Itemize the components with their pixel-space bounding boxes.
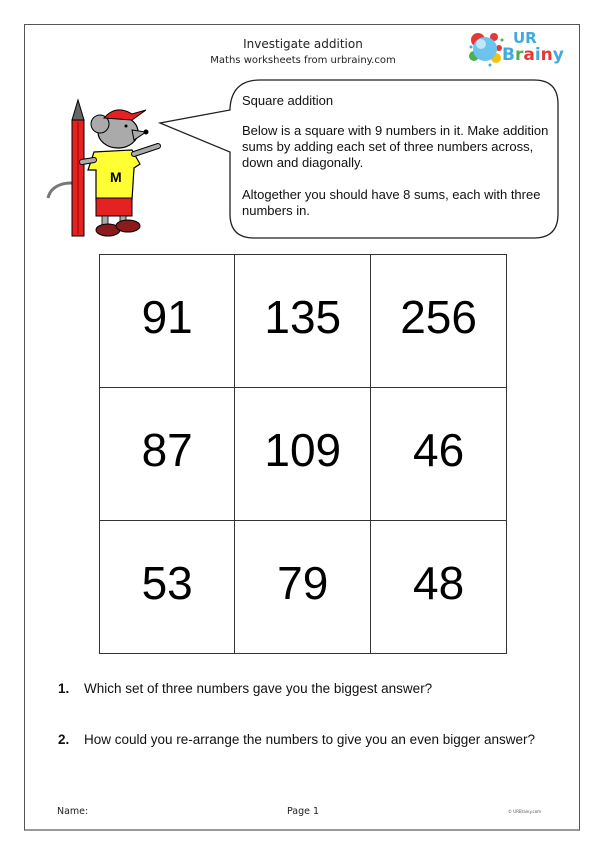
bubble-instructions: Below is a square with 9 numbers in it. Make addition sums by adding each set of three numbers across, down and diagonally. bbox=[242, 123, 549, 170]
copyright: © URBrainy.com bbox=[508, 809, 542, 814]
speech-bubble bbox=[242, 93, 552, 235]
page-title: Investigate addition bbox=[243, 37, 363, 51]
grid-cell: 256 bbox=[371, 255, 507, 388]
grid-cell: 48 bbox=[371, 521, 507, 654]
question-1: 1. Which set of three numbers gave you the biggest answer? bbox=[58, 681, 433, 696]
grid-row bbox=[100, 388, 507, 521]
bubble-title: Square addition bbox=[242, 93, 334, 108]
grid-cell: 87 bbox=[100, 388, 235, 521]
page-subtitle: Maths worksheets from urbrainy.com bbox=[210, 55, 396, 66]
grid-cell: 135 bbox=[235, 255, 371, 388]
grid-cell: 53 bbox=[100, 521, 235, 654]
logo-text-brainy: Brainy bbox=[502, 45, 564, 65]
number-square bbox=[99, 254, 507, 654]
grid-row bbox=[100, 255, 507, 388]
page-number: Page 1 bbox=[286, 806, 320, 817]
logo-text-ur: UR bbox=[513, 29, 537, 47]
grid-cell: 79 bbox=[235, 521, 371, 654]
bubble-note: Altogether you should have 8 sums, each with three numbers in. bbox=[242, 187, 541, 218]
name-label: Name: bbox=[57, 806, 89, 817]
svg-text:M: M bbox=[110, 169, 122, 185]
grid-cell: 46 bbox=[371, 388, 507, 521]
grid-cell: 91 bbox=[100, 255, 235, 388]
question-2: 2. How could you re-arrange the numbers to give you an even bigger answer? bbox=[58, 732, 536, 747]
grid-cell: 109 bbox=[235, 388, 371, 521]
grid-row bbox=[100, 521, 507, 654]
